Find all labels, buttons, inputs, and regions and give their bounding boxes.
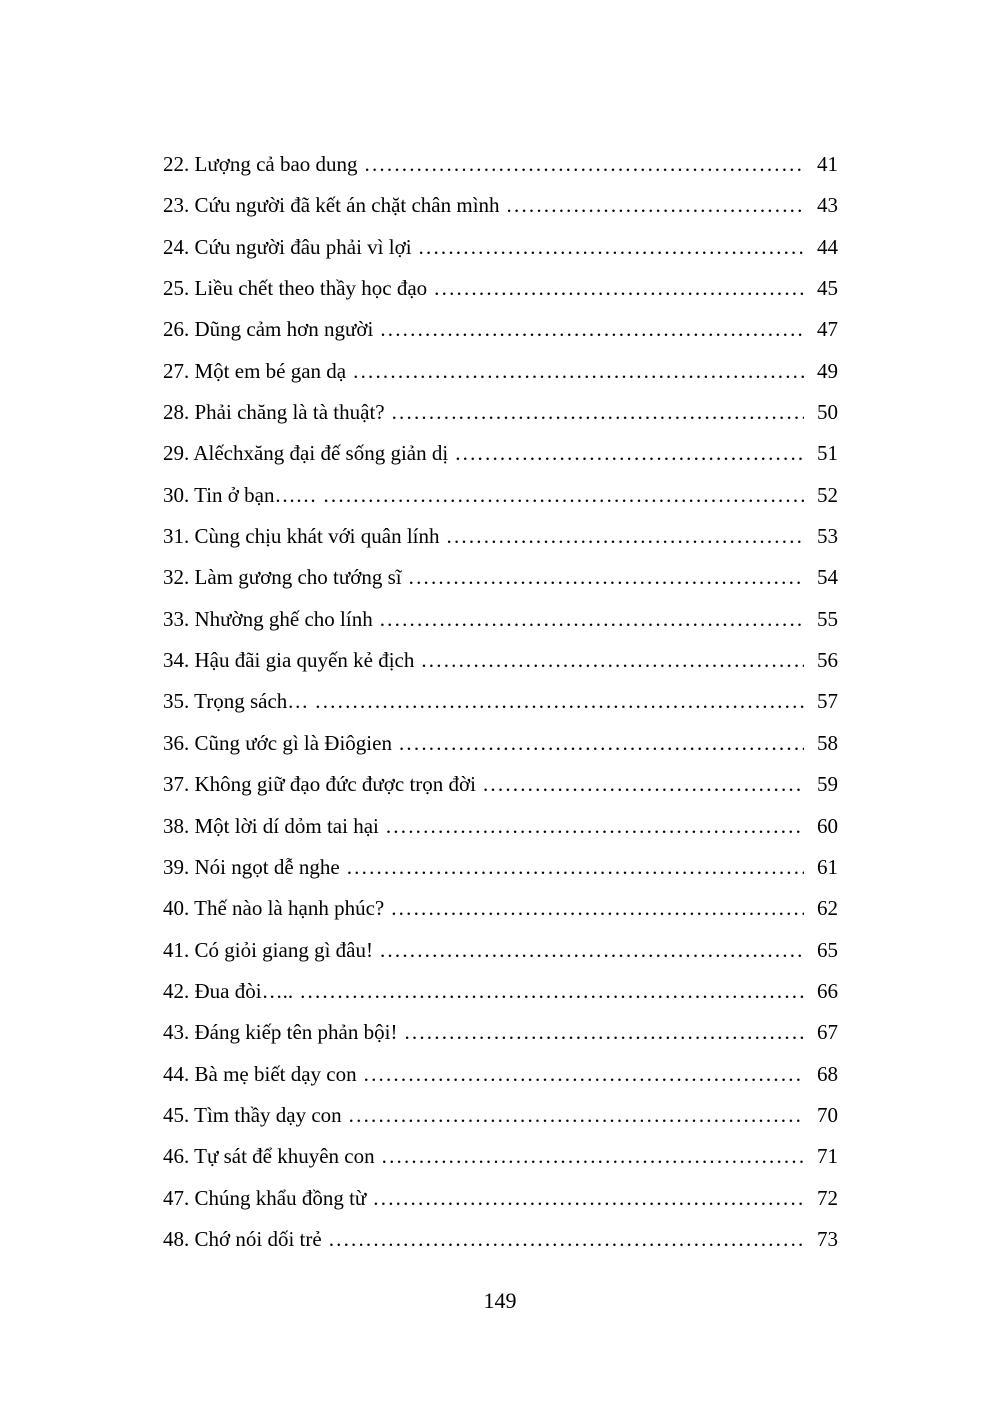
toc-leader-dots — [507, 185, 804, 226]
toc-entry-page: 54 — [817, 565, 838, 590]
toc-leader-dots — [391, 888, 804, 929]
toc-entry-page: 49 — [817, 358, 838, 383]
toc-entry-title: 22. Lượng cả bao dung — [163, 152, 358, 176]
toc-entry — [163, 227, 838, 268]
toc-entry-page: 56 — [817, 648, 838, 673]
toc-entry — [163, 1012, 838, 1053]
toc-entry-title: 33. Nhường ghế cho lính — [163, 606, 373, 631]
toc-entry — [163, 681, 838, 722]
page-number: 149 — [483, 1288, 517, 1313]
toc-entry-title: 42. Đua đòi….. — [163, 978, 294, 1003]
toc-entry — [163, 1219, 838, 1260]
toc-entry-title: 23. Cứu người đã kết án chặt chân mình — [163, 193, 500, 218]
toc-entry-title: 32. Làm gương cho tướng sĩ — [163, 565, 402, 590]
toc-entry — [163, 268, 838, 309]
toc-leader-dots — [315, 681, 804, 722]
toc-entry-page: 58 — [817, 730, 838, 755]
toc-entry-page: 57 — [817, 689, 838, 714]
toc-entry — [163, 847, 838, 888]
toc-entry-page: 55 — [817, 606, 838, 631]
toc-entry — [163, 806, 838, 847]
toc-entry — [163, 1178, 838, 1219]
toc-leader-dots — [364, 1054, 804, 1095]
toc-entry — [163, 392, 838, 433]
toc-entry — [163, 1054, 838, 1095]
toc-entry-page: 68 — [817, 1061, 838, 1086]
toc-leader-dots — [365, 144, 804, 185]
toc-entry — [163, 309, 838, 350]
toc-entry — [163, 516, 838, 557]
toc-entry-title: 26. Dũng cảm hơn người — [163, 317, 374, 342]
toc-entry-title: 45. Tìm thầy dạy con — [163, 1102, 342, 1127]
toc-entry-title: 34. Hậu đãi gia quyến kẻ địch — [163, 648, 415, 673]
toc-entry-title: 25. Liều chết theo thầy học đạo — [163, 276, 428, 301]
toc-entry-page: 59 — [817, 772, 838, 797]
toc-entry — [163, 144, 838, 185]
page-footer — [0, 1284, 1000, 1318]
toc-entry — [163, 1095, 838, 1136]
toc-entry-title: 29. Alếchxăng đại đế sống giản dị — [163, 441, 449, 466]
toc-entry-page: 65 — [817, 937, 838, 962]
toc-entry — [163, 971, 838, 1012]
toc-entry-page: 60 — [817, 813, 838, 838]
toc-leader-dots — [329, 1219, 804, 1260]
toc-entry-page: 47 — [817, 317, 838, 342]
toc-leader-dots — [434, 268, 804, 309]
toc-entry-title: 31. Cùng chịu khát với quân lính — [163, 524, 440, 549]
toc-leader-dots — [386, 806, 804, 847]
toc-entry-page: 71 — [817, 1144, 838, 1169]
toc-entry — [163, 764, 838, 805]
toc-leader-dots — [421, 640, 804, 681]
toc-leader-dots — [349, 1095, 804, 1136]
toc-entry-title: 37. Không giữ đạo đức được trọn đời — [163, 772, 476, 797]
toc-leader-dots — [380, 930, 804, 971]
toc-entry-title: 40. Thế nào là hạnh phúc? — [163, 896, 385, 921]
toc-entry-title: 39. Nói ngọt dễ nghe — [163, 854, 340, 879]
toc-entry-title: 36. Cũng ước gì là Điôgien — [163, 730, 392, 755]
toc-entry-title: 46. Tự sát để khuyên con — [163, 1144, 375, 1169]
toc-entry-title: 44. Bà mẹ biết dạy con — [163, 1061, 357, 1086]
toc-leader-dots — [373, 1178, 804, 1219]
toc-entry-title: 28. Phải chăng là tà thuật? — [163, 400, 385, 425]
toc-leader-dots — [404, 1012, 804, 1053]
toc-entry-title: 35. Trọng sách… — [163, 689, 309, 714]
toc-entry-page: 43 — [817, 193, 838, 218]
toc-entry-title: 41. Có giỏi giang gì đâu! — [163, 937, 373, 962]
toc-entry-page: 66 — [817, 978, 838, 1003]
toc-leader-dots — [347, 847, 804, 888]
toc-leader-dots — [323, 475, 804, 516]
toc-entry-title: 27. Một em bé gan dạ — [163, 358, 347, 383]
toc-list — [163, 144, 838, 1260]
toc-entry-page: 51 — [817, 441, 838, 466]
toc-entry-page: 44 — [817, 234, 838, 259]
toc-entry-title: 47. Chúng khẩu đồng từ — [163, 1185, 367, 1210]
toc-leader-dots — [399, 723, 804, 764]
toc-entry — [163, 433, 838, 474]
toc-entry-page: 61 — [817, 854, 838, 879]
toc-leader-dots — [447, 516, 805, 557]
toc-entry-title: 43. Đáng kiếp tên phản bội! — [163, 1020, 398, 1045]
toc-entry — [163, 351, 838, 392]
toc-entry — [163, 599, 838, 640]
toc-leader-dots — [392, 392, 804, 433]
toc-entry-title: 38. Một lời dí dỏm tai hại — [163, 813, 379, 838]
toc-entry-page: 41 — [817, 152, 838, 176]
toc-entry-title: 48. Chớ nói dối trẻ — [163, 1226, 322, 1251]
toc-entry-page: 73 — [817, 1226, 838, 1251]
toc-leader-dots — [483, 764, 804, 805]
toc-leader-dots — [380, 309, 804, 350]
toc-entry-page: 67 — [817, 1020, 838, 1045]
toc-entry-page: 50 — [817, 400, 838, 425]
toc-entry — [163, 888, 838, 929]
toc-entry — [163, 640, 838, 681]
toc-leader-dots — [382, 1136, 804, 1177]
toc-entry — [163, 557, 838, 598]
toc-leader-dots — [300, 971, 804, 1012]
toc-entry-page: 62 — [817, 896, 838, 921]
toc-leader-dots — [419, 227, 804, 268]
toc-leader-dots — [409, 557, 804, 598]
toc-entry-page: 70 — [817, 1102, 838, 1127]
toc-entry-title: 30. Tin ở bạn…… — [163, 482, 317, 507]
toc-entry — [163, 930, 838, 971]
toc-leader-dots — [353, 351, 804, 392]
toc-entry — [163, 723, 838, 764]
toc-entry — [163, 475, 838, 516]
toc-entry-page: 72 — [817, 1185, 838, 1210]
toc-entry-title: 24. Cứu người đâu phải vì lợi — [163, 234, 412, 259]
toc-entry — [163, 185, 838, 226]
toc-entry-page: 53 — [817, 524, 838, 549]
toc-entry-page: 45 — [817, 276, 838, 301]
toc-leader-dots — [455, 433, 804, 474]
toc-entry-page: 52 — [817, 482, 838, 507]
toc-entry — [163, 1136, 838, 1177]
toc-leader-dots — [380, 599, 804, 640]
